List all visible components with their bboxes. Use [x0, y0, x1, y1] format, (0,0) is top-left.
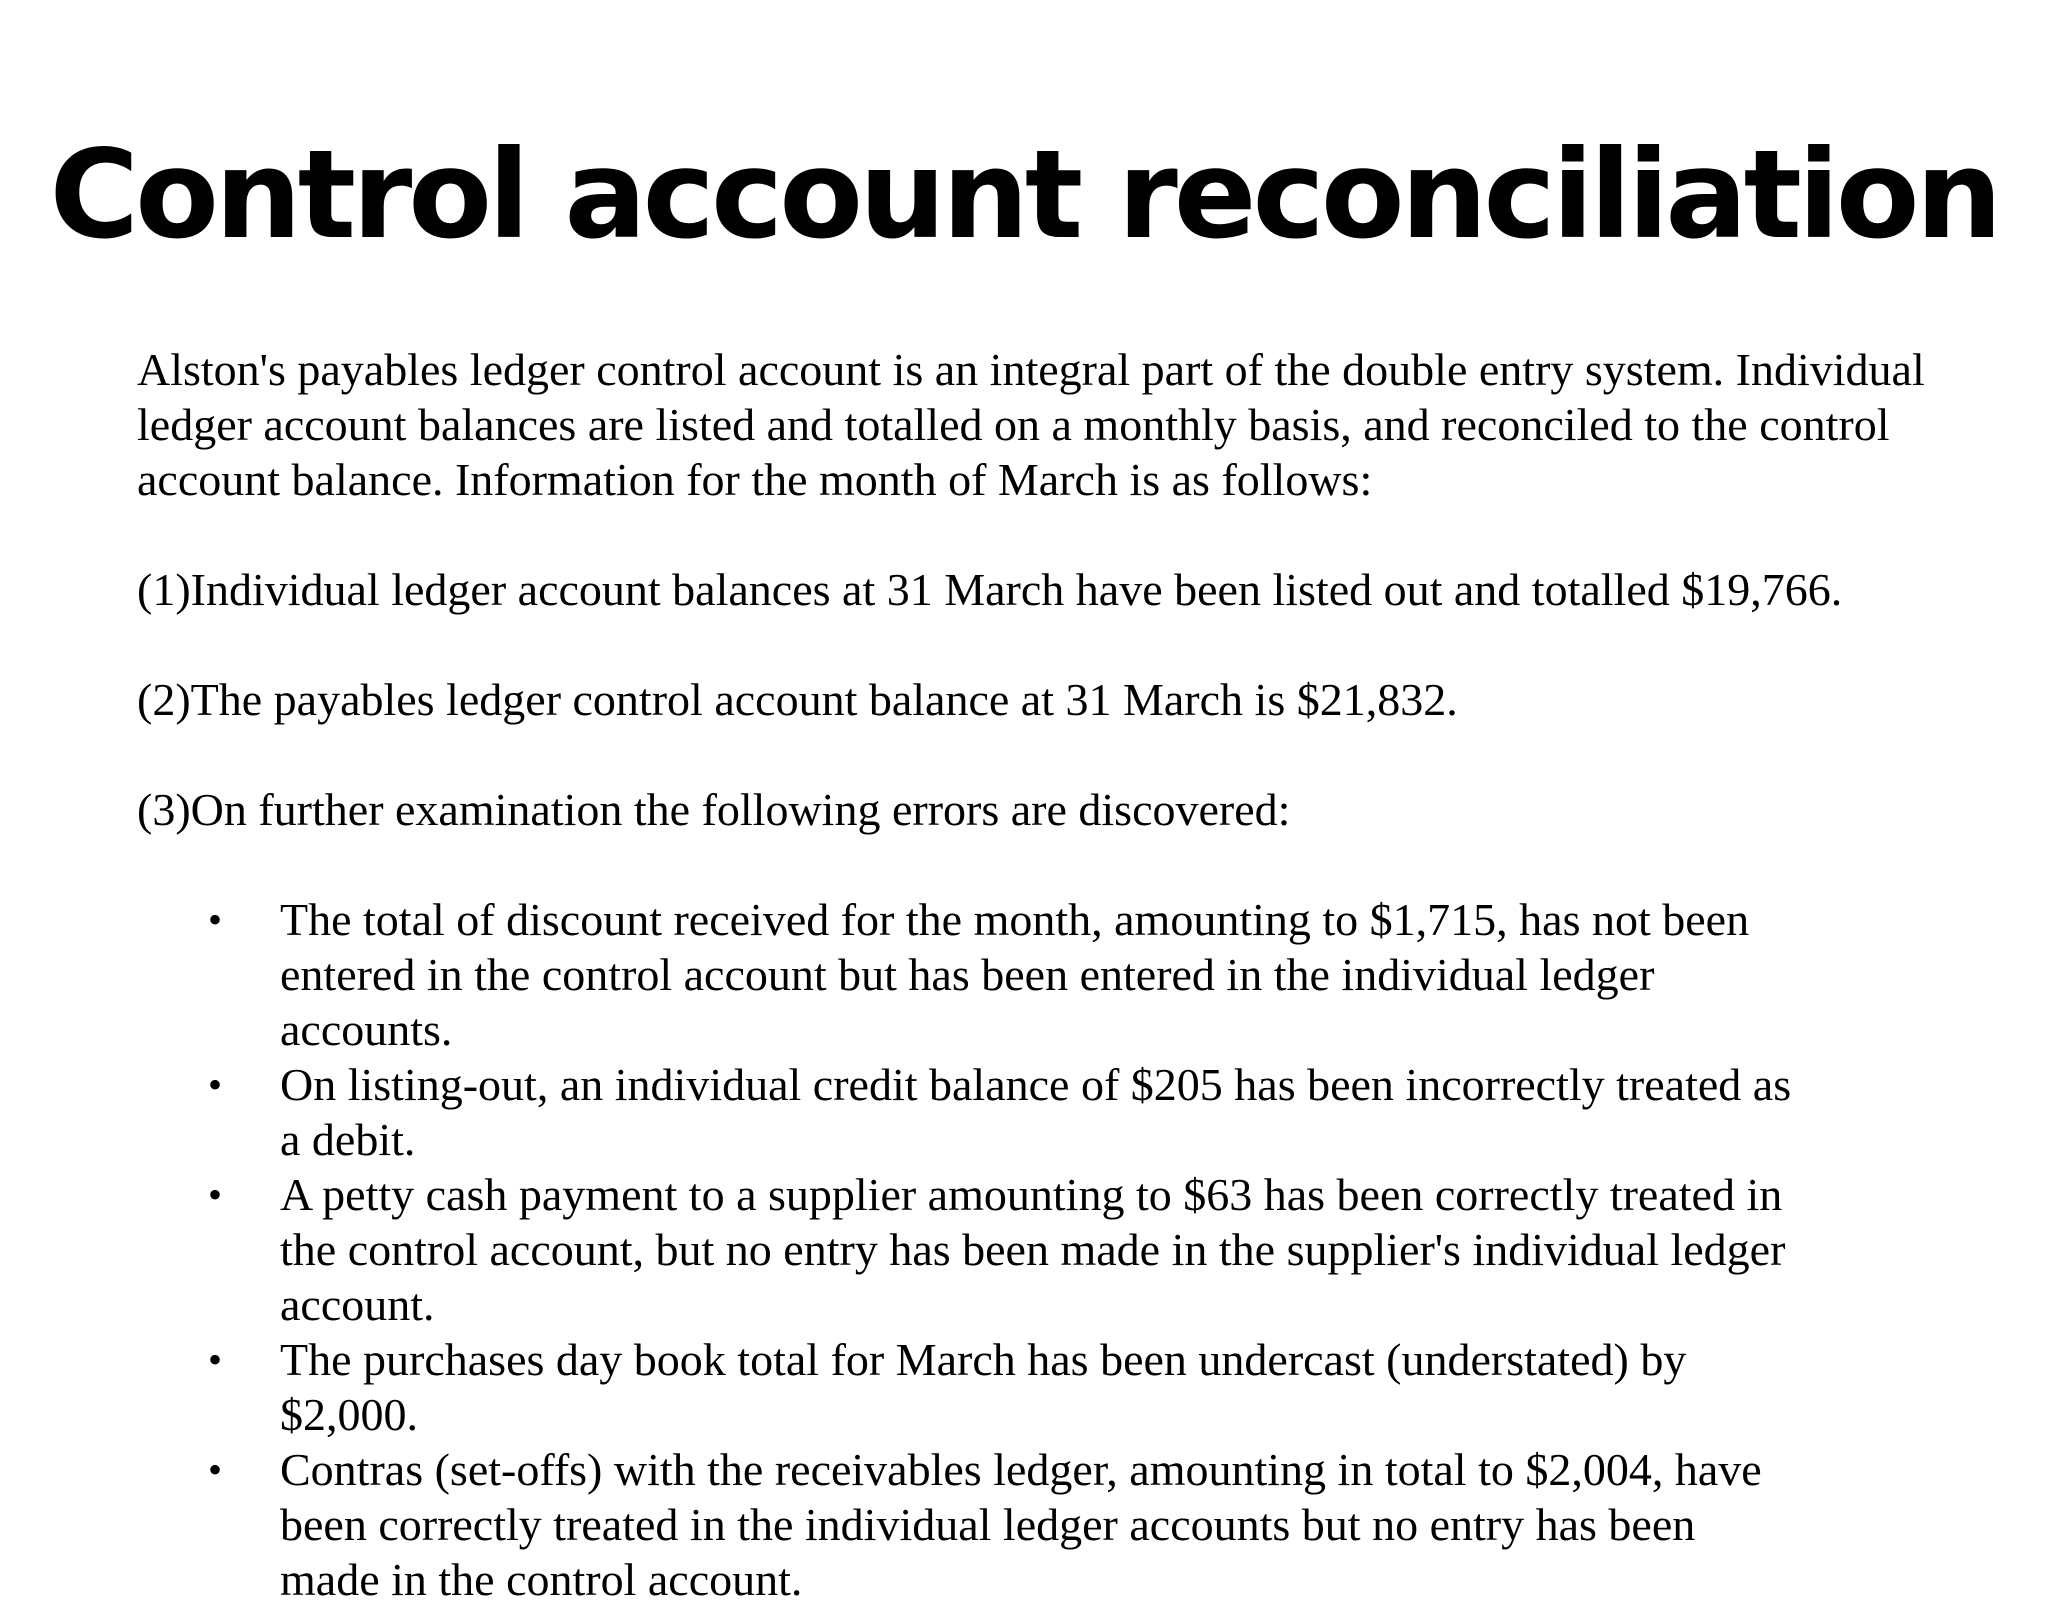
bullet-item: [137, 1167, 1800, 1332]
bullet-icon: •: [208, 1447, 223, 1492]
intro-paragraph: Alston's payables ledger control account is an integral part of the double entry system. Individual ledger account balances are listed and totalled on a monthly basis, and reconciled to the control account balance. Information for the month of March is as follows:: [137, 344, 1925, 505]
error-bullet-list: [137, 892, 2017, 1607]
bullet-text: A petty cash payment to a supplier amounting to $63 has been correctly treated in the control account, but no entry has been made in the supplier's individual ledger account.: [280, 1169, 1786, 1330]
bullet-icon: •: [208, 1337, 223, 1382]
bullet-item: [137, 1057, 1800, 1167]
bullet-text: The purchases day book total for March has been undercast (understated) by $2,000.: [280, 1334, 1687, 1440]
bullet-text: The total of discount received for the month, amounting to $1,715, has not been entered in the control account but has been entered in the individual ledger accounts.: [280, 894, 1750, 1055]
bullet-item: [137, 1332, 1800, 1442]
slide-body: [137, 342, 2017, 1607]
bullet-icon: •: [208, 1062, 223, 1107]
bullet-item: [137, 892, 1800, 1057]
numbered-item-1: (1)Individual ledger account balances at 31 March have been listed out and totalled $19,766.: [137, 564, 1843, 615]
bullet-icon: •: [208, 897, 223, 942]
numbered-item-3: (3)On further examination the following errors are discovered:: [137, 784, 1291, 835]
bullet-text: On listing-out, an individual credit balance of $205 has been incorrectly treated as a debit.: [280, 1059, 1792, 1165]
bullet-item: [137, 1442, 1800, 1607]
bullet-text: Contras (set-offs) with the receivables ledger, amounting in total to $2,004, have been correctly treated in the individual ledger accounts but no entry has been made in the control account.: [280, 1444, 1762, 1605]
bullet-icon: •: [208, 1172, 223, 1217]
slide-title: Control account reconciliation: [49, 124, 1999, 266]
numbered-item-2: (2)The payables ledger control account balance at 31 March is $21,832.: [137, 674, 1458, 725]
